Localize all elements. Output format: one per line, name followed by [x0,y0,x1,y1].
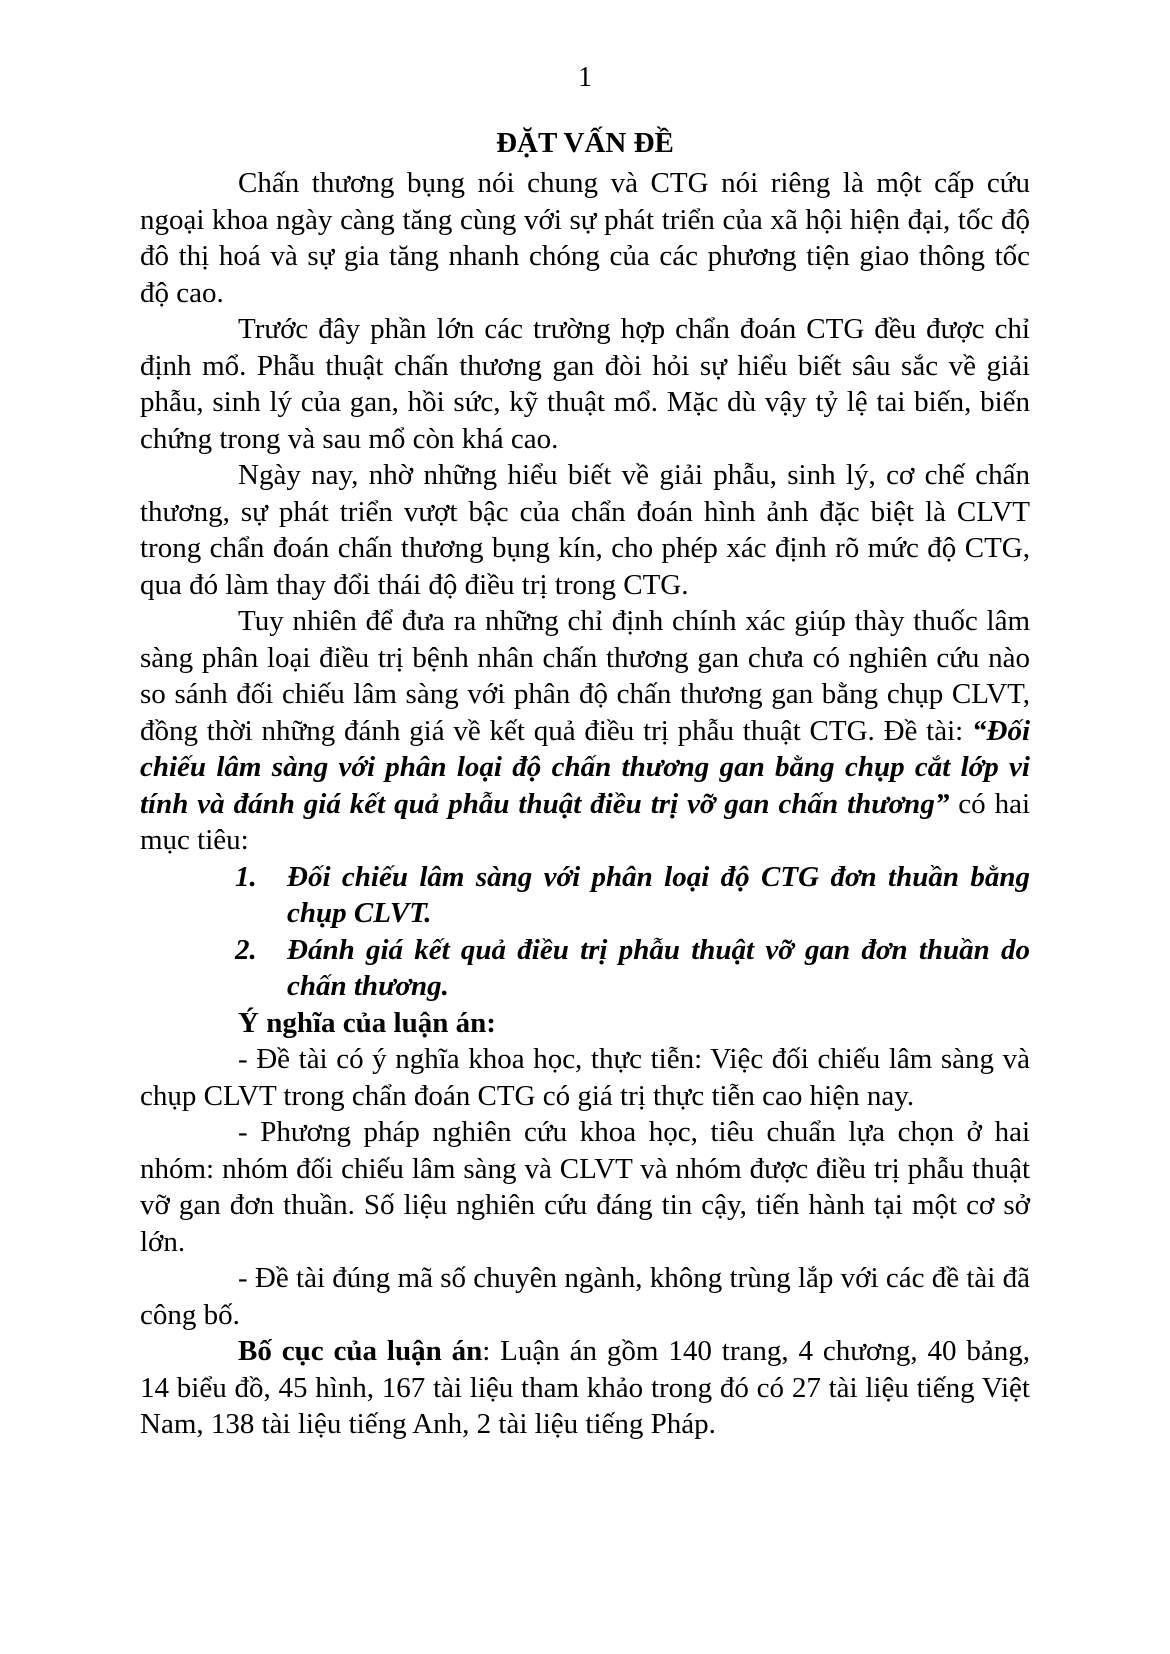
topic-intro: Tuy nhiên để đưa ra những chỉ định chính xác giúp thày thuốc lâm sàng phân loại điều trị bệnh nhân chấn thương gan chưa có nghiên cứu nào so sánh đối chiếu lâm sàng với phân độ chấn thương gan bằng chụp CLVT, đồng thời những đánh giá về kết quả điều trị phẫu thuật CTG. Đề tài: [140,605,1030,747]
section-heading: ĐẶT VẤN ĐỀ [496,126,674,159]
topic-outro: có hai mục tiêu: [140,787,1031,856]
objectives-list [140,859,1030,1005]
page-number: 1 [578,62,592,93]
objective-text: Đối chiếu lâm sàng với phân loại độ CTG đơn thuần bằng chụp CLVT. [287,860,1030,929]
significance-item: - Đề tài đúng mã số chuyên ngành, không trùng lắp với các đề tài đã công bố. [140,1262,1030,1331]
structure-label: Bố cục của luận án [238,1335,483,1367]
structure-paragraph [140,1333,1030,1443]
significance-item: - Đề tài có ý nghĩa khoa học, thực tiễn: Việc đối chiếu lâm sàng và chụp CLVT trong chẩn đoán CTG có giá trị thực tiễn cao hiện nay. [140,1043,1030,1112]
objective-number: 1. [235,860,257,893]
significance-heading: Ý nghĩa của luận án: [238,1006,496,1039]
thesis-title: “Đối chiếu lâm sàng với phân loại độ chấn thương gan bằng chụp cắt lớp vi tính và đánh giá kết quả phẫu thuật điều trị vỡ gan chấn thương” [140,714,1030,820]
paragraph-2: Trước đây phần lớn các trường hợp chẩn đoán CTG đều được chỉ định mổ. Phẫu thuật chấn thương gan đòi hỏi sự hiểu biết sâu sắc về giải phẫu, sinh lý của gan, hồi sức, kỹ thuật mổ. Mặc dù vậy tỷ lệ tai biến, biến chứng trong và sau mổ còn khá cao. [140,313,1030,455]
objective-text: Đánh giá kết quả điều trị phẫu thuật vỡ gan đơn thuần do chấn thương. [287,933,1030,1002]
structure-text: : Luận án gồm 140 trang, 4 chương, 40 bảng, 14 biểu đồ, 45 hình, 167 tài liệu tham khảo trong đó có 27 tài liệu tiếng Việt Nam, 138 tài liệu tiếng Anh, 2 tài liệu tiếng Pháp. [140,1335,1030,1440]
topic-paragraph [140,603,1030,859]
objective-item [235,859,1030,932]
objective-item [235,932,1030,1005]
paragraph-1: Chấn thương bụng nói chung và CTG nói riêng là một cấp cứu ngoại khoa ngày càng tăng cùng với sự phát triển của xã hội hiện đại, tốc độ đô thị hoá và sự gia tăng nhanh chóng của các phương tiện giao thông tốc độ cao. [140,167,1030,309]
objective-number: 2. [235,933,257,966]
paragraph-3: Ngày nay, nhờ những hiểu biết về giải phẫu, sinh lý, cơ chế chấn thương, sự phát triển vượt bậc của chẩn đoán hình ảnh đặc biệt là CLVT trong chẩn đoán chấn thương bụng kín, cho phép xác định rõ mức độ CTG, qua đó làm thay đổi thái độ điều trị trong CTG. [140,459,1030,601]
significance-item: - Phương pháp nghiên cứu khoa học, tiêu chuẩn lựa chọn ở hai nhóm: nhóm đối chiếu lâm sàng và CLVT và nhóm được điều trị phẫu thuật vỡ gan đơn thuần. Số liệu nghiên cứu đáng tin cậy, tiến hành tại một cơ sở lớn. [140,1116,1030,1258]
